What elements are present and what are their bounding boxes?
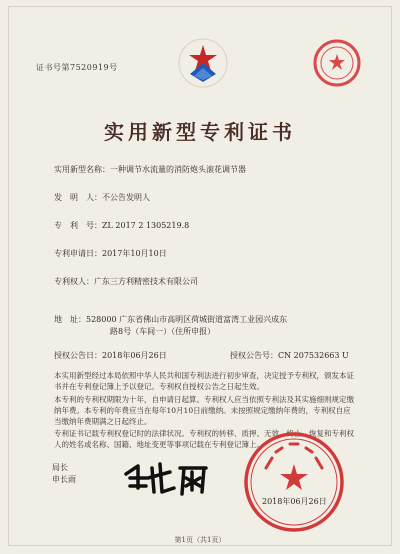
field-value: 2018年06月26日 [102,351,167,360]
filing-date-row [54,248,167,259]
field-value: CN 207532663 U [278,351,349,360]
paragraph-term: 本专利的专利权期限为十年，自申请日起算。专利权人应当依照专利法及其实施细则规定缴纳年费。本专利的年费应当在每年10月10日前缴纳。未按照规定缴纳年费的，专利权自应当缴纳年费期满之日起终止。 [54,395,354,426]
paragraph-grant: 本实用新型经过本局依照中华人民共和国专利法进行初步审查，决定授予专利权，颁发本证书并在专利登记簿上予以登记。专利权自授权公告之日起生效。 [54,371,354,391]
field-label: 授权公告号： [230,351,278,360]
top-official-seal-icon [312,38,362,88]
authorization-date-row [54,350,167,361]
patentee-row [54,276,198,287]
utility-model-name-row [54,164,246,175]
field-value: 广东三方利精密技术有限公司 [94,277,198,286]
field-label: 地 址： [54,315,86,324]
publication-number-row [230,350,349,361]
chief-title: 局长 [52,463,68,472]
field-label: 专利申请日： [54,249,102,258]
certificate-number: 证书号第7520919号 [36,63,118,72]
field-label: 授权公告日： [54,351,102,360]
chief-name: 申长雨 [52,475,76,484]
address-row-2 [110,326,215,337]
address-row [54,314,287,325]
page-number: 第1页（共1页） [174,536,226,544]
field-value: 一种调节水流量的消防炮头滚花调节器 [110,165,246,174]
field-value: 2017年10月10日 [102,249,167,258]
seal-date: 2018年06月26日 [262,497,327,506]
address-line-1: 528000 广东省佛山市高明区荷城街道富湾工业园兴成东 [86,315,288,324]
chief-label [52,462,76,486]
patent-number-row [54,220,189,231]
field-label: 发 明 人： [54,193,102,202]
field-label: 专利权人： [54,277,94,286]
field-label: 专 利 号： [54,221,102,230]
state-ip-office-seal-icon [242,430,346,534]
certificate-title: 实用新型专利证书 [104,120,296,144]
field-value: 不公告发明人 [102,193,150,202]
patent-office-emblem-icon [176,36,230,90]
paragraph-record: 专利证书记载专利权登记时的法律状况。专利权的转移、质押、无效、终止、恢复和专利权人的姓名或名称、国籍、地址变更等事项记载在专利登记簿上。 [54,429,354,449]
inventor-row [54,192,150,203]
field-label: 实用新型名称： [54,165,110,174]
director-signature-icon [120,458,210,498]
field-value: ZL 2017 2 1305219.8 [102,221,190,230]
address-line-2: 路8号（车间一）（住所申报） [110,327,216,336]
